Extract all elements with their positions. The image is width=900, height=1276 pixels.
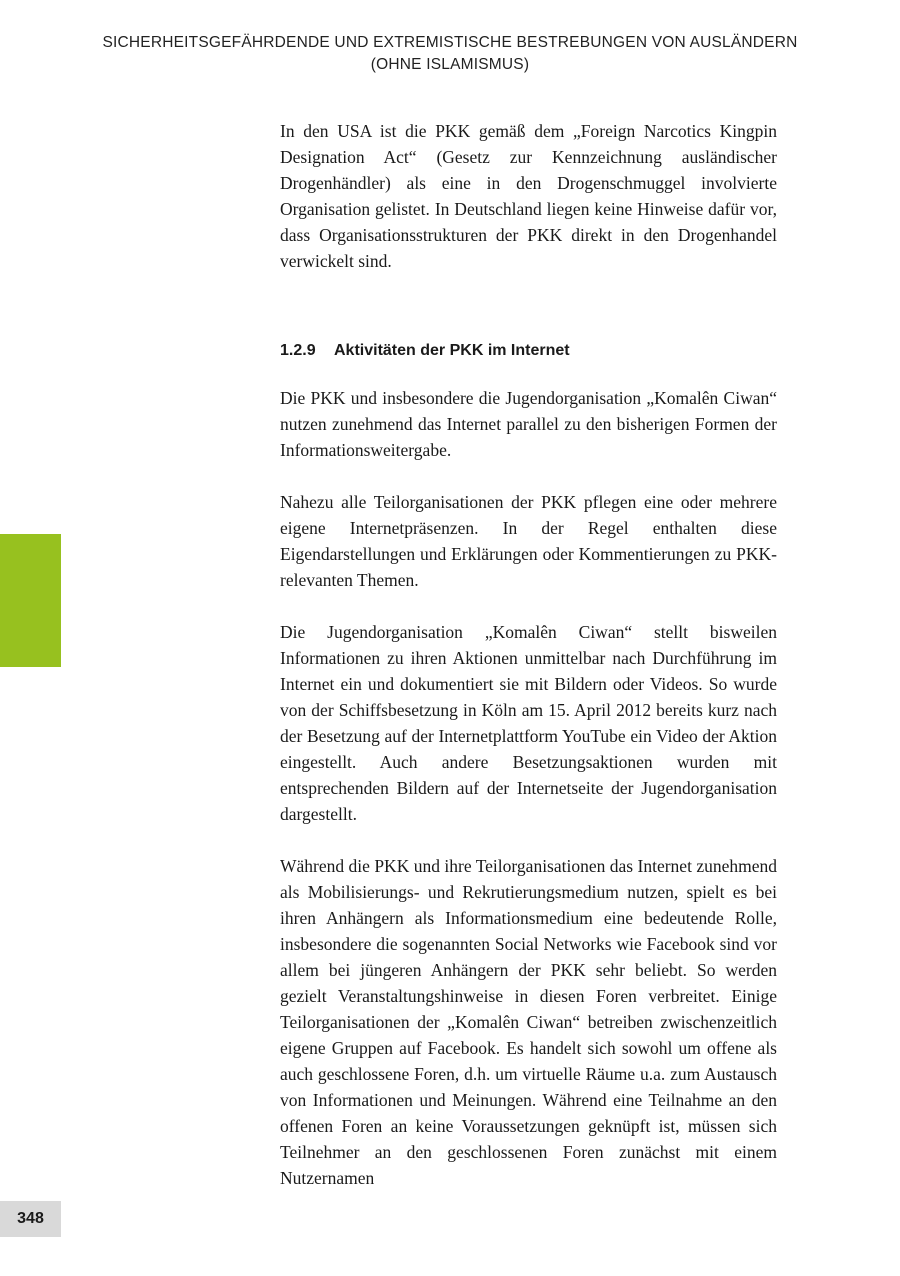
page-body bbox=[280, 118, 777, 1217]
section-number: 1.2.9 bbox=[280, 342, 316, 359]
body-paragraph-2: Nahezu alle Teilorganisationen der PKK pflegen eine oder mehrere eigene Internetpräsenzen. In der Regel enthalten diese Eigendarstellungen und Erklärungen oder Kommentierungen zu PKK-relevanten Themen. bbox=[280, 492, 777, 590]
body-paragraph-4: Während die PKK und ihre Teilorganisationen das Internet zunehmend als Mobilisierungs- und Rekrutierungsmedium nutzen, spielt es bei ihren Anhängern als Informationsmedium eine bedeutende Rolle, insbesondere die sogenannten Social Networks wie Facebook sind vor allem bei jüngeren Anhängern der PKK sehr beliebt. So werden gezielt Veranstaltungshinweise in diesen Foren verbreitet. Einige Teilorganisationen der „Komalên Ciwan“ betreiben zwischenzeitlich eigene Gruppen auf Facebook. Es handelt sich sowohl um offene als auch geschlossene Foren, d.h. um virtuelle Räume u.a. zum Austausch von Informationen und Meinungen. Während eine Teilnahme an den offenen Foren an keine Voraussetzungen geknüpft ist, müssen sich Teilnehmer an den geschlossenen Foren zunächst mit einem Nutzernamen bbox=[280, 856, 777, 1188]
body-paragraph-3: Die Jugendorganisation „Komalên Ciwan“ stellt bisweilen Informationen zu ihren Aktionen unmittelbar nach Durchführung im Internet ein und dokumentiert sie mit Bildern oder Videos. So wurde von der Schiffsbesetzung in Köln am 15. April 2012 bereits kurz nach der Besetzung auf der Internetplattform YouTube ein Video der Aktion eingestellt. Auch andere Besetzungsaktionen wurden mit entsprechenden Bildern auf der Internetseite der Jugendorganisation dargestellt. bbox=[280, 622, 777, 824]
running-header bbox=[60, 32, 840, 76]
chapter-color-tab bbox=[0, 534, 61, 667]
section-title: Aktivitäten der PKK im Internet bbox=[334, 342, 570, 359]
body-paragraph-1: Die PKK und insbesondere die Jugendorganisation „Komalên Ciwan“ nutzen zunehmend das Internet parallel zu den bisherigen Formen der Informationsweitergabe. bbox=[280, 388, 777, 460]
section-heading bbox=[280, 340, 777, 362]
page-number: 348 bbox=[0, 1201, 61, 1237]
body-paragraph-intro: In den USA ist die PKK gemäß dem „Foreign Narcotics Kingpin Designation Act“ (Gesetz zur Kennzeichnung ausländischer Drogenhändler) als eine in den Drogenschmuggel involvierte Organisation gelistet. In Deutschland liegen keine Hinweise dafür vor, dass Organisationsstrukturen der PKK direkt in den Drogenhandel verwickelt sind. bbox=[280, 121, 777, 271]
running-header-line-1: SICHERHEITSGEFÄHRDENDE UND EXTREMISTISCHE BESTREBUNGEN VON AUSLÄNDERN bbox=[102, 34, 798, 51]
running-header-line-2: (OHNE ISLAMISMUS) bbox=[370, 56, 530, 73]
